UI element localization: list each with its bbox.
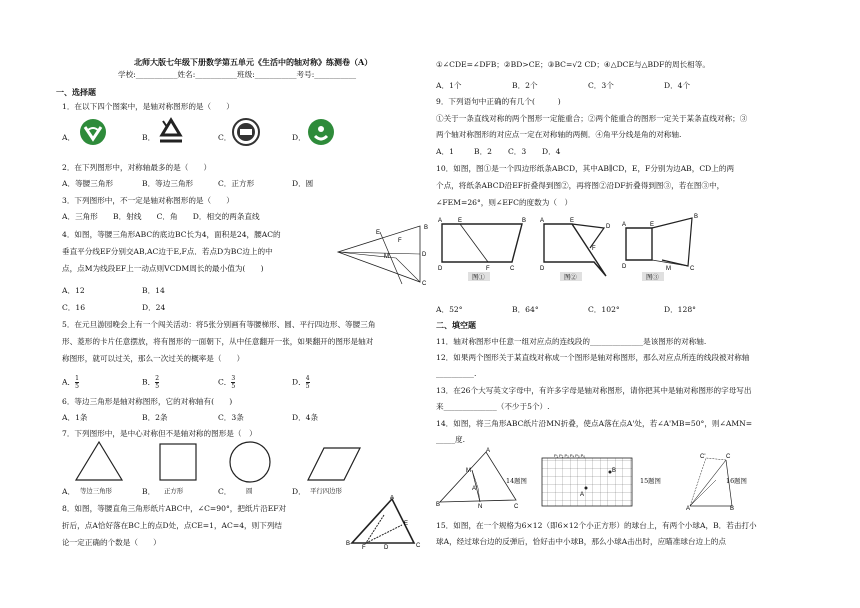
svg-text:B: B	[612, 468, 617, 474]
question-10-line-3: ∠FEM=26°，则∠EFC的度数为（ ）	[436, 198, 573, 207]
svg-text:A: A	[540, 218, 545, 224]
q7-option-d: D．	[292, 487, 306, 496]
svg-text:B: B	[694, 214, 699, 220]
q15-figure-caption: 15题图	[640, 477, 661, 485]
svg-text:B: B	[436, 502, 441, 508]
q2-option-c: C．正方形	[218, 179, 255, 188]
q10-option-c: C．102°	[588, 305, 620, 314]
q6-option-d: D．4条	[292, 413, 319, 422]
q9-option-b: B．2	[474, 147, 493, 156]
svg-text:C: C	[514, 504, 518, 508]
svg-text:A: A	[486, 448, 491, 454]
q10-option-b: B．64°	[512, 305, 539, 314]
student-info-line: 学校:___________姓名:___________班级:___________考号:___________	[118, 70, 357, 79]
q4-option-d: D．24	[142, 303, 166, 312]
svg-text:F: F	[592, 246, 596, 252]
q7-option-c: C．	[218, 487, 232, 496]
svg-text:N: N	[478, 504, 483, 508]
question-5-line-3: 称图形，就可以过关，那么一次过关的概率是（ ）	[62, 354, 245, 363]
q2-option-a: A．等腰三角形	[62, 179, 114, 188]
q4-option-c: C．16	[62, 303, 86, 312]
svg-text:C: C	[422, 281, 427, 286]
q7-caption-c: 圆	[246, 487, 253, 495]
svg-text:B: B	[424, 225, 428, 231]
question-8-line-2: 折后，点A恰好落在BC上的点D处，点CE=1，AC=4，则下列结	[62, 521, 283, 530]
svg-text:A: A	[622, 222, 627, 228]
question-10-line-2: 个点，将纸条ABCD沿EF折叠得到图②，再将图②沿DF折叠得到图③，若在图③中，	[436, 181, 725, 190]
emblem-circle-icon	[231, 117, 261, 147]
svg-text:E: E	[650, 222, 655, 228]
q5-option-d: D． $\frac{4}{5}$	[292, 375, 310, 390]
svg-text:B: B	[522, 218, 527, 224]
q10-caption-1: 图①	[472, 273, 485, 281]
q6-option-b: B．2条	[142, 413, 168, 422]
q4-option-a: A．12	[62, 286, 85, 295]
svg-text:C: C	[726, 454, 731, 460]
green-circle-logo-icon	[78, 117, 108, 147]
q1-option-b: B．	[142, 133, 156, 142]
q8-option-a: A．1个	[436, 81, 462, 90]
q5-option-a: A． $\frac{1}{5}$	[62, 375, 79, 390]
question-14-line-2: _____度.	[436, 435, 465, 444]
svg-text:A: A	[438, 218, 443, 224]
page-title: 北师大版七年级下册数学第五单元《生活中的轴对称》练测卷（A）	[134, 57, 373, 67]
q9-option-d: D．4	[542, 147, 561, 156]
question-12-line-2: __________.	[436, 369, 477, 378]
question-8-line-3: 论一定正确的个数是（ ）	[62, 538, 161, 547]
q8-right-triangle-figure	[344, 495, 424, 551]
svg-text:E: E	[458, 218, 463, 224]
question-15-line-2: 球A，经过球台边的反弹后，恰好击中小球B，那么小球A击出时，应瞄准球台边上的点	[436, 537, 726, 546]
square-icon	[158, 442, 198, 482]
question-7: 7．下列图形中，是中心对称但不是轴对称的图形是（ ）	[62, 429, 257, 438]
question-4-line-3: 点，点M为线段EF上一动点则VCDM周长的最小值为( )	[62, 264, 264, 273]
svg-text:E: E	[404, 521, 409, 527]
q9-option-c: C．3	[508, 147, 527, 156]
circle-icon	[228, 440, 272, 484]
svg-text:B: B	[730, 506, 735, 510]
question-8-line-1: 8．如图，等腰直角三角形纸片ABC中，∠C=90°，把纸片沿EF对	[62, 504, 287, 513]
question-13-line-2: 来______________（不少于5个）.	[436, 402, 550, 411]
q16-figure-caption: 16题图	[726, 477, 747, 485]
question-8-line-4: ①∠CDE=∠DFB；②BD>CE；③BC=√2 CD；④△DCE与△BDF的周长相等。	[436, 60, 710, 69]
question-13-line-1: 13．在26个大写英文字母中，有许多字母是轴对称图形，请你把其中是轴对称图形的字母写出	[436, 386, 752, 395]
q9-option-a: A．1	[436, 147, 454, 156]
question-4-line-2: 垂直平分线EF分别交AB,AC边于E,F点．若点D为BC边上的中	[62, 247, 273, 256]
q10-caption-2: 图②	[564, 273, 577, 281]
question-4-line-1: 4．如图，等腰三角形ABC的底边BC长为4，面积是24，腰AC的	[62, 230, 281, 239]
q10-figure-2	[532, 214, 627, 284]
q7-option-a: A．	[62, 487, 76, 496]
question-5-line-2: 形、菱形的卡片任意摆放，将有图形的一面朝下，从中任意翻开一张，如果翻开的图形是轴对	[62, 337, 374, 346]
svg-text:C: C	[690, 266, 695, 272]
svg-text:M: M	[666, 266, 671, 272]
q14-figure-caption: 14题图	[506, 477, 527, 485]
svg-text:D: D	[422, 252, 427, 258]
parallelogram-icon	[306, 446, 362, 482]
svg-text:A': A'	[472, 486, 478, 492]
section-fill-heading: 二、填空题	[436, 320, 476, 330]
svg-text:F: F	[486, 266, 490, 272]
q8-option-b: B．2个	[512, 81, 538, 90]
svg-text:D: D	[384, 545, 389, 551]
recycle-icon	[156, 117, 186, 147]
q7-caption-b: 正方形	[164, 487, 184, 495]
question-5-line-1: 5．在元旦游园晚会上有一个闯关活动：将5张分别画有等腰梯形、圆、平行四边形、等腰三角	[62, 320, 376, 329]
question-3: 3．下列图形中，不一定是轴对称图形的是（ ）	[62, 196, 234, 205]
q7-caption-a: 等边三角形	[80, 487, 112, 495]
q7-caption-d: 平行四边形	[310, 487, 342, 495]
svg-text:M: M	[384, 254, 389, 260]
svg-text:F: F	[398, 238, 402, 244]
q10-caption-3: 图③	[646, 273, 659, 281]
question-9-line-2: 两个轴对称图形的对应点一定在对称轴的两侧．④角平分线是角的对称轴.	[436, 130, 682, 139]
svg-text:C': C'	[700, 454, 706, 460]
question-9-line-1: ①关于一条直线对称的两个图形一定能重合；②两个能重合的图形一定关于某条直线对称；③	[436, 114, 748, 123]
svg-text:M: M	[466, 468, 471, 474]
q3-options: A．三角形 B．射线 C．角 D．相交的两条直线	[62, 212, 260, 221]
svg-text:B: B	[346, 541, 351, 547]
q10-option-a: A．52°	[436, 305, 463, 314]
section-choice-heading: 一、选择题	[56, 87, 96, 97]
q6-option-c: C．3条	[218, 413, 244, 422]
q1-option-a: A．	[62, 133, 76, 142]
svg-text:D: D	[622, 264, 627, 270]
q7-option-b: B．	[142, 487, 156, 496]
q15-billiard-grid-figure	[540, 452, 634, 508]
q1-option-c: C．	[218, 133, 232, 142]
green-drop-logo-icon	[306, 117, 336, 147]
svg-text:A: A	[580, 492, 585, 498]
svg-text:A: A	[686, 506, 691, 510]
question-2: 2．在下列图形中，对称轴最多的是（ ）	[62, 163, 212, 172]
question-14-line-1: 14．如图，将三角形ABC纸片沿MN折叠，使点A落在点A'处，若∠A'MB=50°，则∠AMN=	[436, 419, 753, 428]
question-1: 1．在以下四个图案中，是轴对称图形的是（ ）	[62, 102, 234, 111]
svg-text:D: D	[540, 266, 545, 272]
q6-option-a: A．1条	[62, 413, 88, 422]
svg-text:A: A	[390, 495, 395, 501]
q10-figure-3	[622, 212, 714, 284]
q8-option-c: C．3个	[588, 81, 614, 90]
svg-text:E: E	[570, 218, 575, 224]
equilateral-triangle-icon	[74, 440, 124, 484]
svg-text:C: C	[510, 266, 515, 272]
question-6: 6．等边三角形是轴对称图形，它的对称轴有( )	[62, 397, 233, 406]
svg-text:F: F	[362, 545, 366, 551]
question-9: 9．下列语句中正确的有几个( )	[436, 97, 561, 106]
q4-triangle-figure	[336, 222, 428, 286]
q2-option-d: D．圆	[292, 179, 314, 188]
q1-option-d: D．	[292, 133, 306, 142]
q8-option-d: D．4个	[664, 81, 691, 90]
svg-text:D: D	[438, 266, 443, 272]
q5-option-c: C． $\frac{3}{5}$	[218, 375, 236, 390]
svg-text:C: C	[416, 543, 421, 549]
q10-option-d: D．128°	[664, 305, 696, 314]
question-10-line-1: 10．如图，图①是一个四边形纸条ABCD，其中AB∥CD，E，F分别为边AB，CD上的两	[436, 164, 735, 173]
svg-text:E: E	[376, 230, 381, 236]
question-11: 11．轴对称图形中任意一组对应点的连线段的______________是该图形的对称轴.	[436, 337, 707, 346]
q4-option-b: B．14	[142, 286, 165, 295]
svg-text:P₁ P₂ P₃ P₄ P₅ P₆: P₁ P₂ P₃ P₄ P₅ P₆	[554, 453, 585, 458]
q2-option-b: B．等边三角形	[142, 179, 194, 188]
svg-text:D: D	[606, 224, 611, 230]
question-15-line-1: 15．如图，在一个规格为6×12（即6×12个小正方形）的球台上，有两个小球A，B．若击打小	[436, 521, 757, 530]
question-12-line-1: 12．如果两个图形关于某直线对称成一个图形是轴对称图形，那么对应点所连的线段被对称轴	[436, 353, 750, 362]
q5-option-b: B． $\frac{2}{5}$	[142, 375, 160, 390]
